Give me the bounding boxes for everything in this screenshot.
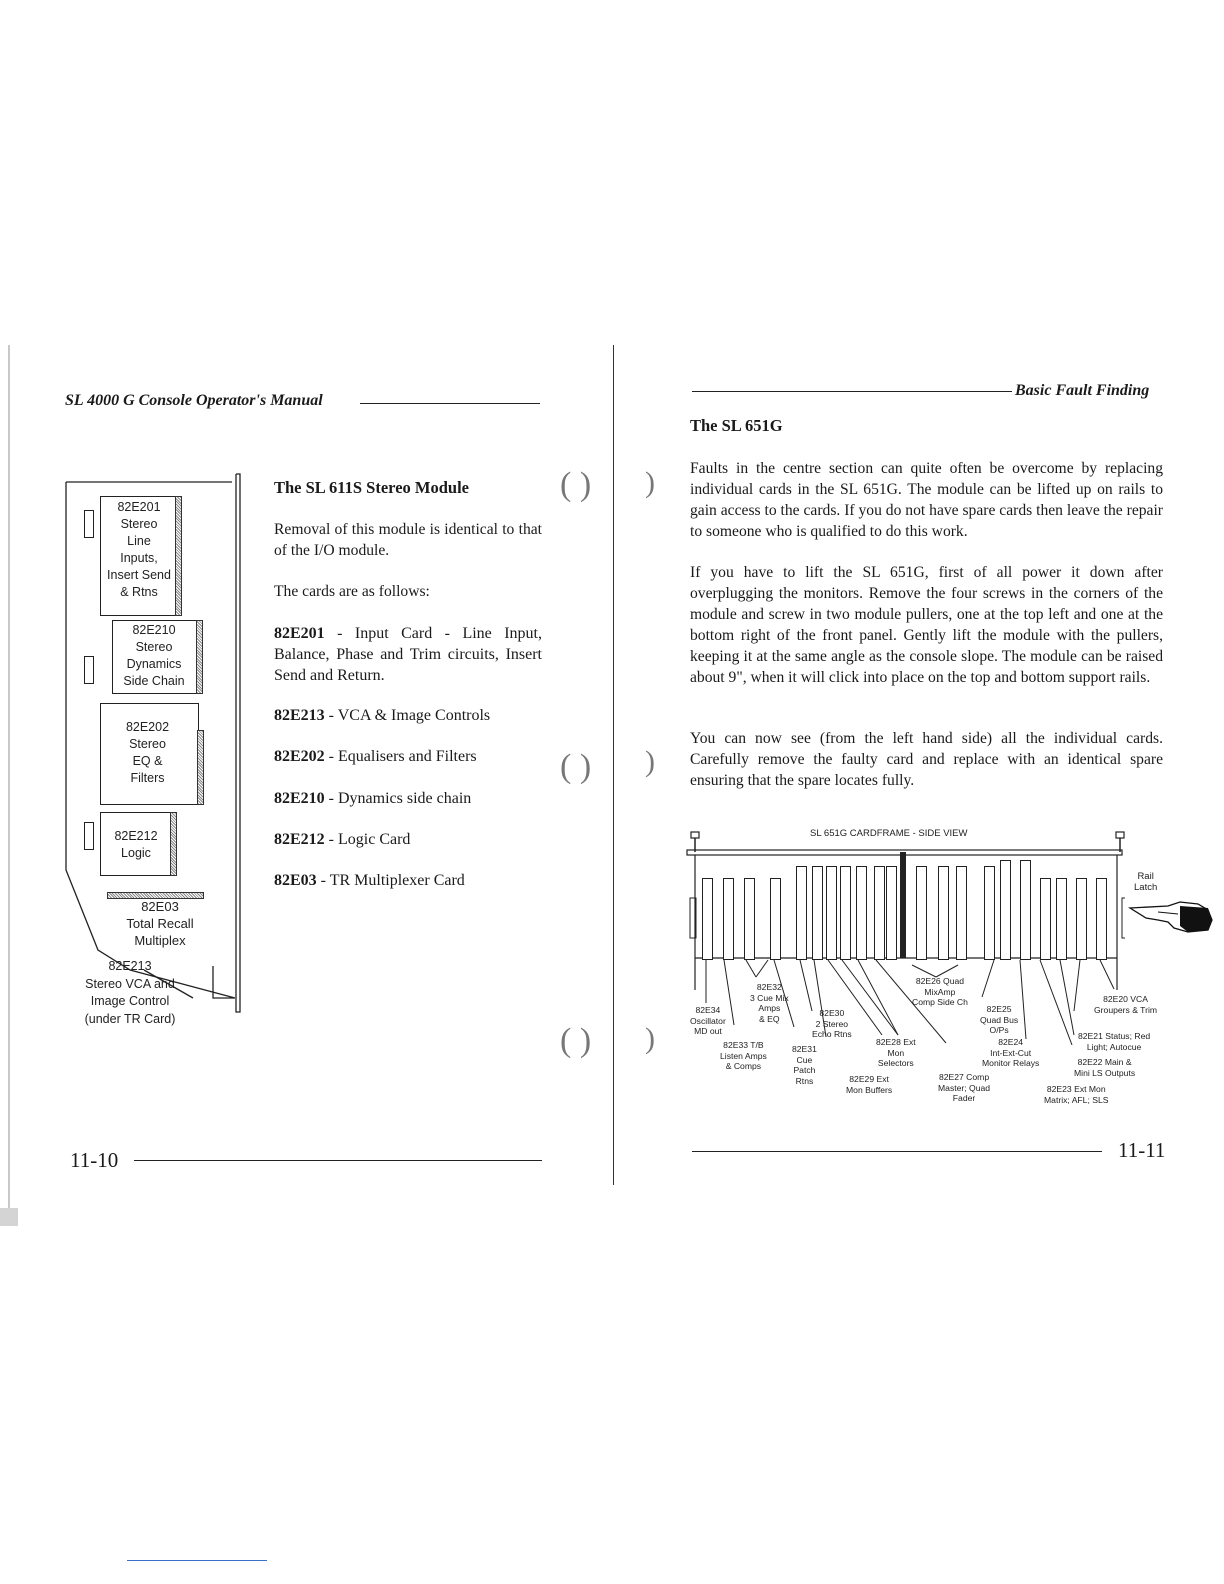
binder-hole-mark-5: ) — [645, 745, 655, 778]
center-gutter-line — [613, 345, 614, 1185]
e31-l3: Patch — [793, 1065, 816, 1075]
label-82e22 — [1074, 1057, 1135, 1078]
right-paragraph-2: If you have to lift the SL 651G, first of all power it down after overplugging the monitors. Remove the four screws in the corners of the module and screw in two module pullers, one at the top left and one at the bottom right of the front panel. Gently lift the module with the pullers, keeping it at the same angle as the console slope. The module can be raised about 9", when it will click into place on the top and bottom support rails. — [690, 564, 1163, 686]
bottom-left-scan-mark — [0, 1208, 18, 1226]
e33-l2: Listen Amps — [720, 1050, 767, 1061]
card-slot-82e29 — [812, 866, 823, 960]
e30-l3: Echo Rtns — [812, 1029, 852, 1039]
card-slot-82e26c — [956, 866, 967, 960]
binder-hole-mark-6: ) — [645, 1022, 655, 1055]
card-82e213-caption — [70, 958, 190, 1028]
label-82e23 — [1044, 1084, 1108, 1105]
card5-line-code: 82E03 — [141, 899, 179, 914]
card-desc-6: - TR Multiplexer Card — [316, 872, 465, 889]
card-desc-1: - Input Card - Line Input, Balance, Phase and Trim circuits, Insert Send and Return. — [274, 625, 542, 684]
left-scan-edge — [8, 345, 10, 1225]
card-code-82e213: 82E213 — [274, 707, 325, 724]
card-slot-82e21 — [1076, 878, 1087, 960]
e32-l1: 82E32 — [756, 982, 782, 992]
e22-l2: Mini LS Outputs — [1074, 1067, 1136, 1078]
e30-l2: 2 Stereo — [815, 1018, 849, 1029]
card1-line-5: Insert Send — [107, 568, 171, 582]
card-code-82e201: 82E201 — [274, 625, 325, 642]
label-82e28 — [876, 1037, 916, 1069]
card-slot-82e31 — [770, 878, 781, 960]
e24-l1: 82E24 — [998, 1037, 1024, 1047]
right-header-rule — [692, 391, 1012, 392]
label-82e30 — [812, 1008, 852, 1040]
label-82e31 — [792, 1044, 817, 1086]
card5-line-3: Multiplex — [134, 933, 186, 948]
e31-l1: 82E31 — [792, 1044, 817, 1054]
card-slot-82e24 — [1020, 860, 1031, 960]
label-82e29 — [846, 1074, 892, 1095]
card1-line-code: 82E201 — [117, 500, 161, 514]
card2-line-4: Side Chain — [123, 674, 185, 688]
card-slot-82e26a — [916, 866, 927, 960]
right-paragraph-1: Faults in the centre section can quite often be overcome by replacing individual cards in the SL 651G. The module can be lifted up on rails to gain access to the cards. If you do not have spare cards then leave the repair to someone who is qualified to do this work. — [690, 460, 1163, 540]
right-paragraph-3: You can now see (from the left hand side) all the individual cards. Carefully remove the faulty card and replace with an identical spare ensuring that the spare locates fully. — [690, 730, 1163, 789]
e26-l3: Comp Side Ch — [912, 997, 968, 1007]
label-82e21 — [1078, 1031, 1150, 1052]
e31-l4: Rtns — [795, 1075, 814, 1086]
right-section-title: The SL 651G — [690, 416, 783, 435]
label-82e25 — [980, 1004, 1018, 1036]
card-slot-82e22 — [1056, 878, 1067, 960]
e29-l1: 82E29 Ext — [849, 1074, 889, 1084]
e23-l2: Matrix; AFL; SLS — [1044, 1094, 1109, 1105]
card-82e202-label — [100, 719, 195, 787]
card-list-item-3 — [274, 746, 477, 767]
e24-l2: Int-Ext-Cut — [990, 1047, 1032, 1058]
card-list-item-2 — [274, 705, 490, 726]
binder-hole-mark-2: ( ) — [560, 748, 592, 785]
card-list-item-4 — [274, 788, 471, 809]
card3-line-code: 82E202 — [125, 720, 170, 734]
card2-line-2: Stereo — [135, 640, 173, 654]
card-82e210-edge — [196, 620, 203, 694]
card-slot-82e30 — [796, 866, 807, 960]
e21-l1: 82E21 Status; Red — [1078, 1031, 1151, 1041]
card-slot-center-divider — [900, 852, 906, 958]
card-code-82e212: 82E212 — [274, 831, 325, 848]
card-desc-4: - Dynamics side chain — [324, 790, 472, 807]
e27-l2: Master; Quad — [938, 1082, 991, 1093]
binder-hole-mark-4: ) — [645, 466, 655, 499]
label-82e24 — [982, 1037, 1039, 1069]
card1-line-6: & Rtns — [120, 585, 158, 599]
card-slot-82e27b — [886, 866, 897, 960]
e23-l1: 82E23 Ext Mon — [1046, 1084, 1106, 1094]
right-page-header: Basic Fault Finding — [1015, 382, 1150, 399]
card-slot-82e26b — [938, 866, 949, 960]
left-section-title: The SL 611S Stereo Module — [274, 478, 469, 497]
card-slot-82e25b — [1000, 860, 1011, 960]
bottom-blue-line — [127, 1560, 267, 1561]
e34-l2: Oscillator — [690, 1015, 726, 1026]
card-slot-82e25a — [984, 866, 995, 960]
e34-l1: 82E34 — [695, 1005, 721, 1015]
under-line-4: (under TR Card) — [84, 1011, 176, 1026]
card-code-82e210: 82E210 — [274, 790, 325, 807]
left-page-header: SL 4000 G Console Operator's Manual — [65, 392, 323, 409]
cards-intro: The cards are as follows: — [274, 583, 430, 600]
card-slot-82e34 — [702, 878, 713, 960]
e29-l2: Mon Buffers — [846, 1084, 893, 1095]
e28-l2: Mon — [887, 1047, 905, 1058]
slot-marker-3 — [84, 822, 94, 850]
card-slot-82e33 — [723, 878, 734, 960]
label-82e33 — [720, 1040, 767, 1072]
under-line-code: 82E213 — [108, 959, 152, 973]
e28-l1: 82E28 Ext — [876, 1037, 916, 1047]
card-code-82e202: 82E202 — [274, 748, 325, 765]
card-code-82e03: 82E03 — [274, 872, 317, 889]
e34-l3: MD out — [694, 1026, 722, 1036]
slot-marker-2 — [84, 656, 94, 684]
card-list-item-6 — [274, 870, 465, 891]
e25-l1: 82E25 — [986, 1004, 1012, 1014]
e30-l1: 82E30 — [819, 1008, 845, 1018]
left-header-rule — [360, 403, 540, 404]
e26-l2: MixAmp — [924, 986, 956, 997]
card4-line-code: 82E212 — [114, 829, 158, 843]
e25-l2: Quad Bus — [980, 1014, 1019, 1025]
card5-line-2: Total Recall — [126, 916, 194, 931]
card-82e201-label — [98, 499, 180, 601]
label-82e26 — [912, 976, 968, 1008]
card3-line-2: Stereo — [129, 737, 166, 751]
card-desc-5: - Logic Card — [324, 831, 411, 848]
binder-hole-mark-1: ( ) — [560, 466, 592, 503]
card-desc-3: - Equalisers and Filters — [324, 748, 477, 765]
e32-l3: Amps — [758, 1003, 781, 1013]
e32-l2: 3 Cue Mix — [750, 992, 789, 1003]
binder-hole-mark-3: ( ) — [560, 1022, 592, 1059]
card-list-item-5 — [274, 829, 410, 850]
card3-line-4: Filters — [130, 771, 165, 785]
card-slot-82e23 — [1040, 878, 1051, 960]
card-slot-82e28a — [826, 866, 837, 960]
e21-l2: Light; Autocue — [1086, 1041, 1142, 1052]
e25-l3: O/Ps — [989, 1025, 1009, 1035]
e31-l2: Cue — [796, 1054, 813, 1065]
card-82e202-edge — [197, 730, 204, 805]
card-slot-82e28c — [856, 866, 867, 960]
e20-l1: 82E20 VCA — [1103, 994, 1148, 1004]
e26-l1: 82E26 Quad — [915, 976, 965, 986]
rail-latch-label — [1134, 872, 1157, 893]
card1-line-2: Stereo — [120, 517, 158, 531]
figure-title: SL 651G CARDFRAME - SIDE VIEW — [810, 828, 968, 839]
card-82e210-label — [112, 622, 196, 690]
left-footer-rule — [134, 1160, 542, 1161]
card2-line-3: Dynamics — [126, 657, 182, 671]
e27-l3: Fader — [952, 1093, 976, 1103]
under-line-3: Image Control — [90, 994, 170, 1008]
e27-l1: 82E27 Comp — [938, 1072, 990, 1082]
left-intro-paragraph: Removal of this module is identical to that of the I/O module. — [274, 521, 542, 559]
card-slot-82e27a — [874, 866, 885, 960]
label-82e34 — [690, 1005, 726, 1037]
right-page-number: 11-11 — [1118, 1138, 1166, 1162]
rail-latch-line-1: Rail — [1137, 871, 1154, 882]
card-82e03-label — [112, 898, 208, 949]
e22-l1: 82E22 Main & — [1077, 1057, 1132, 1067]
e33-l1: 82E33 T/B — [723, 1040, 764, 1050]
card-list-item-1 — [274, 623, 542, 686]
rail-latch-line-2: Latch — [1134, 881, 1158, 893]
slot-marker-1 — [84, 510, 94, 538]
e28-l3: Selectors — [877, 1058, 914, 1068]
card-slot-82e28b — [840, 866, 851, 960]
card1-line-3: Line — [127, 534, 151, 548]
card-82e212-label — [100, 828, 172, 862]
card-slot-82e32 — [744, 878, 755, 960]
label-82e32 — [750, 982, 789, 1024]
card3-line-3: EQ & — [132, 754, 163, 768]
right-footer-rule — [692, 1151, 1102, 1152]
card-slot-82e20 — [1096, 878, 1107, 960]
card4-line-2: Logic — [121, 846, 151, 860]
card-desc-2: - VCA & Image Controls — [324, 707, 491, 724]
card2-line-code: 82E210 — [132, 623, 176, 637]
left-page-number: 11-10 — [70, 1148, 119, 1172]
under-line-2: Stereo VCA and — [85, 976, 175, 991]
card1-line-4: Inputs, — [120, 551, 158, 565]
e20-l2: Groupers & Trim — [1094, 1004, 1158, 1015]
e32-l4: & EQ — [759, 1013, 780, 1024]
e33-l3: & Comps — [725, 1061, 762, 1071]
e24-l3: Monitor Relays — [982, 1058, 1040, 1068]
label-82e20 — [1094, 994, 1157, 1015]
pointing-hand-icon — [1128, 898, 1214, 936]
label-82e27 — [938, 1072, 990, 1104]
